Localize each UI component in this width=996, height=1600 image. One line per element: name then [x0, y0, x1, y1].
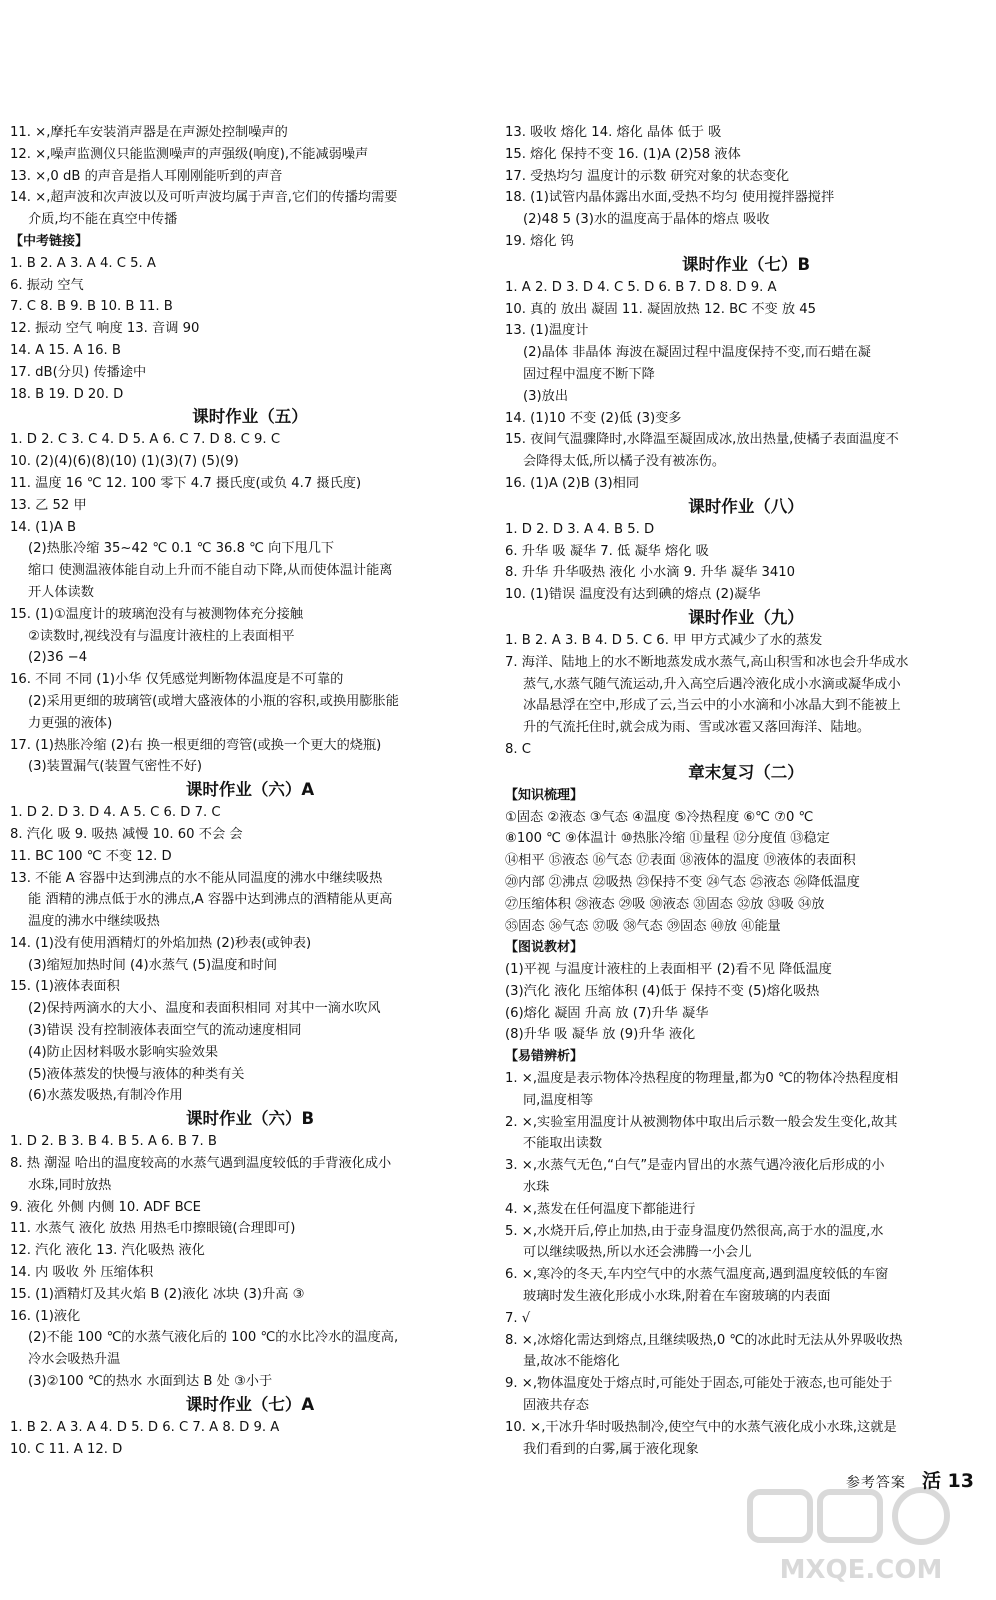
answer-line-continued: (2)不能 100 ℃的水蒸气液化后的 100 ℃的水比冷水的温度高, [28, 1330, 399, 1346]
answer-line: ⑳内部 ㉑沸点 ㉒吸热 ㉓保持不变 ㉔气态 ㉕液态 ㉖降低温度 [505, 874, 860, 890]
section-heading: 课时作业（五） [192, 407, 308, 427]
answer-line-continued: (3)②100 ℃的热水 水面到达 B 处 ③小于 [28, 1374, 273, 1390]
answer-line: 1. D 2. D 3. A 4. B 5. D [505, 521, 655, 537]
answer-line: 8. 热 潮湿 哈出的温度较高的水蒸气遇到温度较低的手背液化成小 [10, 1156, 392, 1172]
answer-line: ㉗压缩体积 ㉘液态 ㉙吸 ㉚液态 ㉛固态 ㉜放 ㉝吸 ㉞放 [505, 896, 825, 912]
answer-line: 14. 内 吸收 外 压缩体积 [10, 1265, 154, 1281]
answer-line: 7. √ [505, 1310, 531, 1326]
answer-line: 18. (1)试管内晶体露出水面,受热不均匀 使用搅拌器搅拌 [505, 190, 835, 206]
answer-line: 14. A 15. A 16. B [10, 342, 121, 358]
answer-line: 8. C [505, 741, 531, 757]
answer-line: (3)汽化 液化 压缩体积 (4)低于 保持不变 (5)熔化吸热 [505, 983, 820, 999]
answer-line: 14. ×,超声波和次声波以及可听声波均属于声音,它们的传播均需要 [10, 190, 398, 206]
answer-line-continued: (2)36 −4 [28, 650, 88, 666]
answer-line-continued: 可以继续吸热,所以水还会沸腾一小会儿 [523, 1245, 752, 1261]
answer-line: 19. 熔化 钨 [505, 233, 574, 249]
answer-line-continued: (3)装置漏气(装置气密性不好) [28, 759, 203, 775]
section-heading: 课时作业（六）B [185, 1109, 315, 1129]
section-heading: 课时作业（九） [688, 607, 804, 627]
answer-line: 10. (1)错误 温度没有达到碘的熔点 (2)凝华 [505, 587, 761, 603]
answer-line: 14. (1)没有使用酒精灯的外焰加热 (2)秒表(或钟表) [10, 935, 312, 951]
answer-line: 12. 振动 空气 响度 13. 音调 90 [10, 321, 200, 337]
answer-line: 15. 夜间气温骤降时,水降温至凝固成冰,放出热量,使橘子表面温度不 [505, 432, 899, 448]
answer-line-continued: 力更强的液体) [28, 715, 113, 731]
answer-line-continued: ②读数时,视线没有与温度计液柱的上表面相平 [28, 628, 295, 644]
answer-line: 6. 升华 吸 凝华 7. 低 凝华 熔化 吸 [505, 543, 709, 559]
answer-line-continued: 不能取出读数 [523, 1136, 603, 1152]
answer-line: 13. 不能 A 容器中达到沸点的水不能从同温度的沸水中继续吸热 [10, 870, 383, 886]
answer-line: 12. ×,噪声监测仪只能监测噪声的声强级(响度),不能减弱噪声 [10, 146, 369, 162]
answer-line-continued: 量,故冰不能熔化 [523, 1354, 620, 1370]
section-heading: 课时作业（八） [688, 496, 804, 516]
answer-line: ㉟固态 ㊱气态 ㊲吸 ㊳气态 ㊴固态 ㊵放 ㊶能量 [505, 918, 781, 934]
section-heading: 课时作业（七）B [681, 254, 811, 274]
answer-line: 1. B 2. A 3. A 4. C 5. A [10, 255, 156, 271]
answer-line: 9. ×,物体温度处于熔点时,可能处于固态,可能处于液态,也可能处于 [505, 1376, 893, 1392]
answer-line-continued: 冷水会吸热升温 [28, 1352, 121, 1368]
answer-line: ⑭相平 ⑮液态 ⑯气态 ⑰表面 ⑱液体的温度 ⑲液体的表面积 [505, 853, 856, 869]
section-tag: 【中考链接】 [10, 233, 89, 249]
answer-line: 1. B 2. A 3. A 4. D 5. D 6. C 7. A 8. D 9. A [10, 1419, 280, 1435]
answer-line: 14. (1)A B [10, 519, 77, 535]
answer-line: 15. (1)酒精灯及其火焰 B (2)液化 冰块 (3)升高 ③ [10, 1286, 305, 1302]
answer-line: (1)平视 与温度计液柱的上表面相平 (2)看不见 降低温度 [505, 962, 832, 978]
answer-line-continued: (3)错误 没有控制液体表面空气的流动速度相同 [28, 1023, 302, 1039]
answer-line: 5. ×,水烧开后,停止加热,由于壶身温度仍然很高,高于水的温度,水 [505, 1223, 884, 1239]
section-tag: 【易错辨析】 [505, 1049, 584, 1065]
answer-line: ①固态 ②液态 ③气态 ④温度 ⑤冷热程度 ⑥℃ ⑦0 ℃ [505, 809, 814, 825]
watermark-logo [746, 1486, 976, 1586]
watermark-text: MXQE.COM [779, 1555, 943, 1585]
answer-line-continued: (2)晶体 非晶体 海波在凝固过程中温度保持不变,而石蜡在凝 [523, 345, 871, 361]
answer-line-continued: 固过程中温度不断下降 [523, 366, 655, 382]
answer-line-continued: 我们看到的白雾,属于液化现象 [523, 1441, 699, 1457]
answer-line: 7. C 8. B 9. B 10. B 11. B [10, 299, 173, 315]
answer-line: 11. ×,摩托车安装消声器是在声源处控制噪声的 [10, 125, 288, 140]
section-heading: 课时作业（六）A [185, 780, 315, 800]
answer-line: 10. 真的 放出 凝固 11. 凝固放热 12. BC 不变 放 45 [505, 301, 817, 317]
answer-line: 17. 受热均匀 温度计的示数 研究对象的状态变化 [505, 168, 790, 184]
answer-line: 10. (2)(4)(6)(8)(10) (1)(3)(7) (5)(9) [10, 454, 239, 470]
answer-line: 8. ×,冰熔化需达到熔点,且继续吸热,0 ℃的冰此时无法从外界吸收热 [505, 1332, 903, 1348]
answer-line-continued: (5)液体蒸发的快慢与液体的种类有关 [28, 1066, 245, 1082]
answer-line: 11. 水蒸气 液化 放热 用热毛巾擦眼镜(合理即可) [10, 1221, 296, 1237]
section-tag: 【图说教材】 [505, 940, 584, 956]
answer-line: 1. ×,温度是表示物体冷热程度的物理量,都为0 ℃的物体冷热程度相 [505, 1071, 899, 1087]
answer-line: 10. C 11. A 12. D [10, 1441, 123, 1457]
answer-line: (6)熔化 凝固 升高 放 (7)升华 凝华 [505, 1005, 709, 1021]
answer-line: 2. ×,实验室用温度计从被测物体中取出后示数一般会发生变化,故其 [505, 1114, 898, 1130]
answer-line-continued: (2)48 5 (3)水的温度高于晶体的熔点 吸收 [523, 212, 770, 228]
answer-line-continued: (3)缩短加热时间 (4)水蒸气 (5)温度和时间 [28, 957, 278, 973]
answer-line: 15. (1)液体表面积 [10, 979, 120, 995]
answer-line: 10. ×,干冰升华时吸热制冷,使空气中的水蒸气液化成小水珠,这就是 [505, 1419, 897, 1435]
answer-line-continued: 缩口 使测温液体能自动上升而不能自动下降,从而使体温计能离 [28, 563, 393, 579]
answer-line-continued: 会降得太低,所以橘子没有被冻伤。 [523, 454, 726, 470]
answer-line: 8. 汽化 吸 9. 吸热 减慢 10. 60 不会 会 [10, 826, 243, 842]
answer-line: 6. 振动 空气 [10, 277, 84, 293]
answer-line-continued: (2)采用更细的玻璃管(或增大盛液体的小瓶的容积,或换用膨胀能 [28, 693, 399, 709]
answer-line: 12. 汽化 液化 13. 汽化吸热 液化 [10, 1243, 205, 1259]
answer-line: 13. (1)温度计 [505, 323, 589, 339]
answer-line: 17. dB(分贝) 传播途中 [10, 364, 147, 380]
answer-line-continued: 蒸气,水蒸气随气流运动,升入高空后遇冷液化成小水滴或凝华成小 [523, 676, 901, 692]
answer-line-continued: (3)放出 [523, 388, 569, 404]
answer-line: 1. D 2. D 3. D 4. A 5. C 6. D 7. C [10, 805, 221, 821]
answer-line-continued: 能 酒精的沸点低于水的沸点,A 容器中达到沸点的酒精能从更高 [28, 892, 393, 908]
section-heading: 课时作业（七）A [185, 1394, 315, 1414]
answer-line: 16. 不同 不同 (1)小华 仅凭感觉判断物体温度是不可靠的 [10, 672, 344, 688]
answer-line: 1. D 2. C 3. C 4. D 5. A 6. C 7. D 8. C 9. C [10, 432, 281, 448]
answer-line: 13. 乙 52 甲 [10, 497, 87, 513]
answer-line-continued: 冰晶悬浮在空中,形成了云,当云中的小水滴和小冰晶大到不能被上 [523, 698, 901, 714]
answer-line: ⑧100 ℃ ⑨体温计 ⑩热胀冷缩 ⑪量程 ⑫分度值 ⑬稳定 [505, 831, 830, 847]
right-column [505, 122, 987, 1460]
answer-line: 16. (1)液化 [10, 1308, 81, 1324]
answer-line: 1. D 2. B 3. B 4. B 5. A 6. B 7. B [10, 1134, 217, 1150]
answer-line: 4. ×,蒸发在任何温度下都能进行 [505, 1201, 696, 1217]
answer-line-continued: (2)保持两滴水的大小、温度和表面积相同 对其中一滴水吹风 [28, 1001, 381, 1017]
section-heading: 章末复习（二） [688, 762, 804, 782]
answer-line: 13. 吸收 熔化 14. 熔化 晶体 低于 吸 [505, 125, 722, 140]
answer-line: 3. ×,水蒸气无色,“白气”是壶内冒出的水蒸气遇冷液化后形成的小 [505, 1158, 885, 1174]
answer-line-continued: 介质,均不能在真空中传播 [28, 212, 178, 228]
page-number: 活 13 [921, 1470, 974, 1492]
answer-line: 11. 温度 16 ℃ 12. 100 零下 4.7 摄氏度(或负 4.7 摄氏度) [10, 475, 362, 491]
answer-line-continued: (6)水蒸发吸热,有制冷作用 [28, 1088, 183, 1104]
answer-line: 9. 液化 外侧 内侧 10. ADF BCE [10, 1199, 201, 1215]
answer-line: 16. (1)A (2)B (3)相同 [505, 475, 640, 491]
answer-line: 18. B 19. D 20. D [10, 386, 124, 402]
answer-line-continued: 温度的沸水中继续吸热 [28, 914, 160, 930]
answer-line-continued: 同,温度相等 [523, 1092, 594, 1108]
answer-line-continued: 水珠 [523, 1180, 550, 1196]
answer-line-continued: (2)热胀冷缩 35~42 ℃ 0.1 ℃ 36.8 ℃ 向下甩几下 [28, 541, 335, 557]
answer-line-continued: (4)防止因材料吸水影响实验效果 [28, 1044, 219, 1060]
answer-line: 8. 升华 升华吸热 液化 小水滴 9. 升华 凝华 3410 [505, 565, 796, 581]
answer-line: 17. (1)热胀冷缩 (2)右 换一根更细的弯管(或换一个更大的烧瓶) [10, 737, 382, 753]
answer-line-continued: 固液共存态 [523, 1398, 589, 1414]
answer-line: 6. ×,寒冷的冬天,车内空气中的水蒸气温度高,遇到温度较低的车窗 [505, 1267, 889, 1283]
answer-line: 11. BC 100 ℃ 不变 12. D [10, 848, 172, 864]
answer-line: 15. 熔化 保持不变 16. (1)A (2)58 液体 [505, 146, 741, 162]
answer-line: 14. (1)10 不变 (2)低 (3)变多 [505, 410, 682, 426]
answer-line: 15. (1)①温度计的玻璃泡没有与被测物体充分接触 [10, 606, 304, 622]
answer-line-continued: 开人体读数 [28, 584, 94, 600]
left-column [10, 122, 490, 1460]
answer-line: 7. 海洋、陆地上的水不断地蒸发成水蒸气,高山积雪和冰也会升华成水 [505, 654, 909, 670]
answer-line-continued: 玻璃时发生液化形成小水珠,附着在车窗玻璃的内表面 [523, 1289, 831, 1305]
answer-line-continued: 水珠,同时放热 [28, 1177, 112, 1193]
answer-line: 1. B 2. A 3. B 4. D 5. C 6. 甲 甲方式减少了水的蒸发 [505, 632, 823, 648]
answer-line: 1. A 2. D 3. D 4. C 5. D 6. B 7. D 8. D 9. A [505, 279, 777, 295]
answer-line: 13. ×,0 dB 的声音是指人耳刚刚能听到的声音 [10, 168, 283, 184]
footer-label: 参考答案 [845, 1475, 906, 1491]
section-tag: 【知识梳理】 [505, 787, 584, 803]
answer-line: (8)升华 吸 凝华 放 (9)升华 液化 [505, 1027, 696, 1043]
answer-line-continued: 升的气流托住时,就会成为雨、雪或冰雹又落回海洋、陆地。 [523, 720, 871, 736]
